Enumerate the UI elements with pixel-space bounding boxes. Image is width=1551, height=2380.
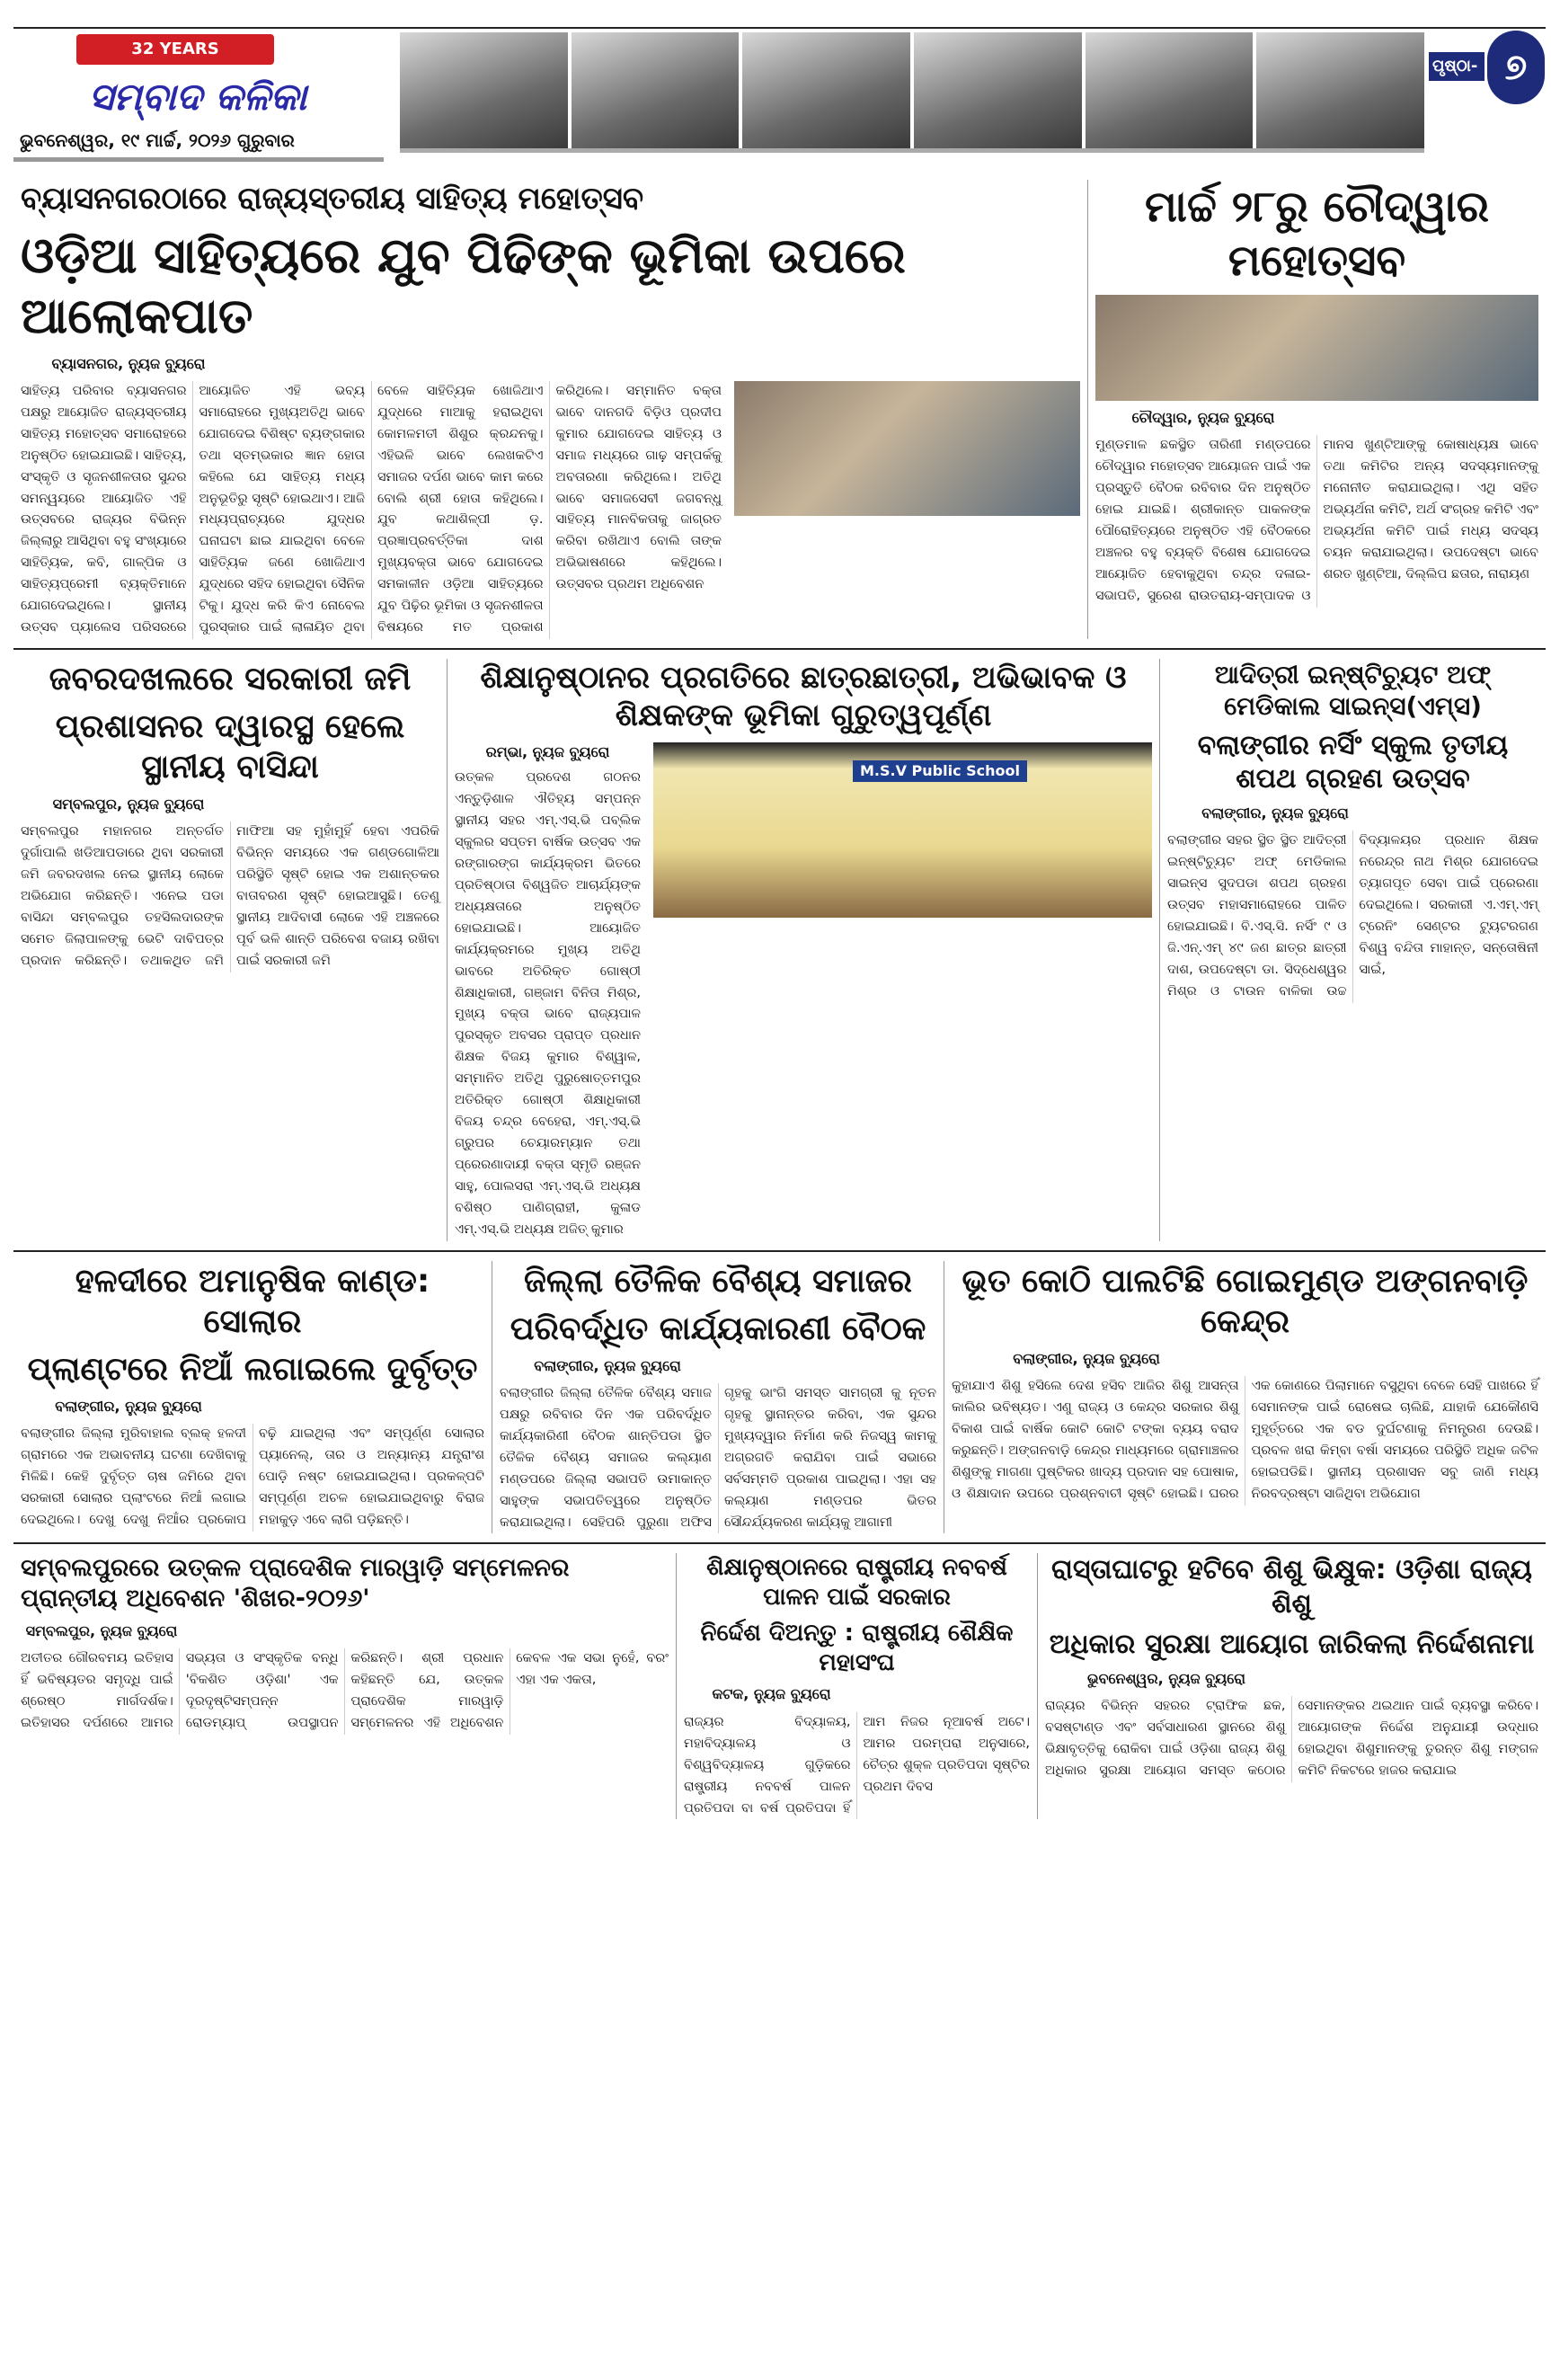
article-1-photo — [734, 381, 1080, 516]
dateline: ଭୁବନେଶ୍ୱର, ୧୯ ମାର୍ଚ୍ଚ, ୨୦୨୬ ଗୁରୁବାର — [20, 129, 295, 151]
article-7-headline-line-2: ପରିବର୍ଦ୍ଧିତ କାର୍ଯ୍ୟକାରଣୀ ବୈଠକ — [510, 1310, 926, 1347]
article-1-kicker: ବ୍ୟାସନଗରଠାରେ ରାଜ୍ୟସ୍ତରୀୟ ସାହିତ୍ୟ ମହୋତ୍ସବ — [21, 181, 644, 217]
row-1 — [13, 171, 1546, 650]
masthead-photo-strip — [400, 32, 1424, 153]
article-7-byline: ବଲାଙ୍ଗୀର, ନ୍ୟୁଜ ବ୍ୟୁରୋ — [534, 1356, 681, 1374]
article-8-byline: ବଲାଙ୍ଗୀର, ନ୍ୟୁଜ ବ୍ୟୁରୋ — [1013, 1349, 1160, 1367]
page-content — [13, 171, 1546, 1828]
anniversary-ribbon: 32 YEARS — [76, 34, 274, 65]
article-11-headline-line-1: ରାସ୍ତାଘାଟରୁ ହଟିବେ ଶିଶୁ ଭିକ୍ଷୁକ: ଓଡ଼ିଶା ରାଜ୍ୟ ଶିଶୁ — [1051, 1554, 1532, 1620]
article-1-byline: ବ୍ୟାସନଗର, ନ୍ୟୁଜ ବ୍ୟୁରୋ — [51, 354, 206, 372]
article-4-byline: ରମ୍ଭା, ନ୍ୟୁଜ ବ୍ୟୁରୋ — [485, 742, 610, 760]
article-10 — [676, 1553, 1037, 1819]
article-6 — [13, 1261, 492, 1534]
article-4 — [447, 659, 1159, 1241]
article-10-body: ରାଜ୍ୟର ବିଦ୍ୟାଳୟ, ମହାବିଦ୍ୟାଳୟ ଓ ବିଶ୍ୱବିଦ୍ୟାଳୟ ଗୁଡ଼ିକରେ ରାଷ୍ଟ୍ରୀୟ ନବବର୍ଷ ପାଳନ ପ୍ରତିପଦା ବା ବର୍ଷ ପ୍ରତିପଦା ହିଁ ଆମ ନିଜର ନୂଆବର୍ଷ ଅଟେ। ଆମର ପରମ୍ପରା ଅନୁସାରେ, ଚୈତ୍ର ଶୁକ୍ଳ ପ୍ରତିପଦା ସୃଷ୍ଟିର ପ୍ରଥମ ଦିବସ — [684, 1714, 1030, 1816]
article-10-headline-line-1: ଶିକ୍ଷାନୁଷ୍ଠାନରେ ରାଷ୍ଟ୍ରୀୟ ନବବର୍ଷ ପାଳନ ପାଇଁ ସରକାର — [706, 1554, 1007, 1611]
article-2-photo — [1095, 295, 1538, 401]
article-5-body: ବଲାଙ୍ଗୀର ସହର ସ୍ଥିତ ସ୍ଥିତ ଆଦିତ୍ରୀ ଇନ୍‌ଷ୍ଟିଚ୍ୟୁଟ ଅଫ୍ ମେଡିକାଲ ସାଇନ୍ସ ସୁଦପଡା ଶପଥ ଗ୍ରହଣ ଉତ୍ସବ ମହାସମାରୋହରେ ପାଳିତ ହୋଇଯାଇଛି। ବି.ଏସ୍.ସି. ନର୍ସିଂ ୯ ଓ ଜି.ଏନ୍.ଏମ୍ ୪୯ ଜଣ ଛାତ୍ର ଛାତ୍ରୀ ଦାଶ, ଉପଦେଷ୍ଟା ଡା. ସିଦ୍ଧେଶ୍ୱର ମିଶ୍ର ଓ ଟାଉନ ବାଳିକା ଉଚ୍ଚ ବିଦ୍ୟାଳୟର ପ୍ରଧାନ ଶିକ୍ଷକ ନରେନ୍ଦ୍ର ନାଥ ମିଶ୍ର ଯୋଗଦେଇ ତ୍ୟାଗପୂତ ସେବା ପାଇଁ ପ୍ରେରଣା ଦେଇଥିଲେ। ସରକାରୀ ଏ.ଏମ୍.ଏମ୍ ଟ୍ରେନିଂ ସେଣ୍ଟର ଟ୍ୟୁଟରଗଣ ବିଶ୍ୱ ବନ୍ଦିତା ମାହାନ୍ତ, ସନ୍ତୋଷିନୀ ସାଇଁ, — [1167, 833, 1538, 999]
article-2-body: ମୁଣ୍ଡମାଳ ଛକସ୍ଥିତ ତାରିଣୀ ମଣ୍ଡପରେ ଚୌଦ୍ୱାର ମହୋତ୍ସବ ଆୟୋଜନ ପାଇଁ ଏକ ପ୍ରସ୍ତୁତି ବୈଠକ ରବିବାର ଦିନ ଅନୁଷ୍ଠିତ ହୋଇ ଯାଇଛି। ଶ୍ରୀକାନ୍ତ ପାକଳଙ୍କ ପୌରୋହିତ୍ୟରେ ଅନୁଷ୍ଠିତ ଏହି ବୈଠକରେ ଅଞ୍ଚଳର ବହୁ ବ୍ୟକ୍ତି ବିଶେଷ ଯୋଗଦେଇ ଆୟୋଜିତ ହେବାକୁଥିବା ଚନ୍ଦ୍ର ଦଳାଇ-ସଭାପତି, ସୁରେଶ ରାଉତରାୟ-ସମ୍ପାଦକ ଓ ମାନସ ଖୁଣ୍ଟିଆଙ୍କୁ କୋଷାଧ୍ୟକ୍ଷ ଭାବେ ତଥା କମିଟିର ଅନ୍ୟ ସଦସ୍ୟମାନଙ୍କୁ ମନୋନୀତ କରାଯାଇଥିଲା। ଏଥି ସହିତ ଅଭ୍ୟର୍ଥନା କମିଟି, ଅର୍ଥ ସଂଗ୍ରହ କମିଟି ଏବଂ ଅଭ୍ୟର୍ଥନା କମିଟି ପାଇଁ ମଧ୍ୟ ସଦସ୍ୟ ଚୟନ କରାଯାଇଥିଲା। ଉପଦେଷ୍ଟା ଭାବେ ଶରତ ଖୁଣ୍ଟିଆ, ଦିଲ୍ଲିପ ଛତାର, ନାରାୟଣ — [1095, 438, 1538, 603]
article-8 — [944, 1261, 1546, 1534]
article-5-byline: ବଲାଙ୍ଗୀର, ନ୍ୟୁଜ ବ୍ୟୁରୋ — [1201, 804, 1349, 821]
article-3-byline: ସମ୍ବଲପୁର, ନ୍ୟୁଜ ବ୍ୟୁରୋ — [52, 795, 205, 813]
article-1-content — [21, 381, 1080, 639]
page-label: ପୃଷ୍ଠା- — [1429, 52, 1485, 81]
article-9 — [13, 1553, 676, 1819]
article-11-body: ରାଜ୍ୟର ବିଭିନ୍ନ ସହରର ଟ୍ରାଫିକ ଛକ, ବସଷ୍ଟାଣ୍ଡ ଏବଂ ସର୍ବସାଧାରଣ ସ୍ଥାନରେ ଶିଶୁ ଭିକ୍ଷାବୃତ୍ତିକୁ ରୋକିବା ପାଇଁ ଓଡ଼ିଶା ରାଜ୍ୟ ଶିଶୁ ଅଧିକାର ସୁରକ୍ଷା ଆୟୋଗ ସମସ୍ତ କଠୋର ସେମାନଙ୍କର ଥଇଥାନ ପାଇଁ ବ୍ୟବସ୍ଥା କରିବେ। ଆୟୋଗଙ୍କ ନିର୍ଦ୍ଦେଶ ଅନୁଯାୟୀ ଉଦ୍ଧାର ହୋଇଥିବା ଶିଶୁମାନଙ୍କୁ ତୁରନ୍ତ ଶିଶୁ ମଙ୍ଗଳ କମିଟି ନିକଟରେ ହାଜର କରାଯାଇ — [1045, 1699, 1538, 1779]
article-3 — [13, 659, 447, 1241]
article-6-byline: ବଲାଙ୍ଗୀର, ନ୍ୟୁଜ ବ୍ୟୁରୋ — [55, 1397, 202, 1415]
newspaper-logo: ସମ୍ବାଦ କଳିକା — [88, 75, 307, 119]
article-7-headline-line-1: ଜିଲ୍ଲା ତୈଳିକ ବୈଶ୍ୟ ସମାଜର — [524, 1262, 912, 1300]
folk-art-photo — [914, 32, 1082, 148]
article-11-headline-line-2: ଅଧିକାର ସୁରକ୍ଷା ଆୟୋଗ ଜାରିକଲା ନିର୍ଦ୍ଦେଶନାମା — [1049, 1629, 1535, 1661]
article-4-text-column — [455, 742, 641, 1241]
article-1-body: ସାହିତ୍ୟ ପରିବାର ବ୍ୟାସନଗର ପକ୍ଷରୁ ଆୟୋଜିତ ରାଜ୍ୟସ୍ତରୀୟ ସାହିତ୍ୟ ମହୋତ୍ସବ ସମାରୋହରେ ଅନୁଷ୍ଠିତ ହୋଇଯାଇଛି। ସାହିତ୍ୟ, ସଂସ୍କୃତି ଓ ସୃଜନଶୀଳତାର ସୁନ୍ଦର ସମନ୍ୱୟରେ ଆୟୋଜିତ ଏହି ଉତ୍ସବରେ ରାଜ୍ୟର ବିଭିନ୍ନ ଜିଲ୍ଲାରୁ ଆସିଥିବା ବହୁ ସଂଖ୍ୟାରେ ସାହିତ୍ୟିକ, କବି, ଗାଳ୍ପିକ ଓ ସାହିତ୍ୟପ୍ରେମୀ ବ୍ୟକ୍ତିମାନେ ଯୋଗଦେଇଥିଲେ। ସ୍ଥାନୀୟ ଉତ୍ସବ ପ୍ୟାଲେସ ପରିସରରେ ଆୟୋଜିତ ଏହି ଭବ୍ୟ ସମାରୋହରେ ମୁଖ୍ୟଅତିଥି ଭାବେ ଯୋଗଦେଇ ବିଶିଷ୍ଟ ବ୍ୟଙ୍ଗକାର ତଥା ସ୍ତମ୍ଭକାର ଜ୍ଞାନ ହୋତା କହିଲେ ଯେ ସାହିତ୍ୟ ମଧ୍ୟ ଅନୁଭୂତିରୁ ସୃଷ୍ଟି ହୋଇଥାଏ। ଆଜି ମଧ୍ୟପ୍ରାଚ୍ୟରେ ଯୁଦ୍ଧର ଘନାଘଟା ଛାଇ ଯାଇଥିବା ବେଳେ ସାହିତ୍ୟିକ ଜଣେ ଖୋଜିଥାଏ ଯୁଦ୍ଧରେ ସହିଦ ହୋଇଥିବା ସୈନିକ ଟିକୁ। ଯୁଦ୍ଧ କରି କିଏ ନୋବେଲ ପୁରସ୍କାର ପାଇଁ ଲାଳାୟିତ ଥିବା ବେଳେ ସାହିତ୍ୟିକ ଖୋଜିଥାଏ ଯୁଦ୍ଧରେ ମାଆକୁ ହରାଇଥିବା କୋମଳମତୀ ଶିଶୁର କ୍ରନ୍ଦନକୁ। ଏହିଭଳି ଭାବେ ଲେଖକଟିଏ ସମାଜର ଦର୍ପଣ ଭାବେ କାମ କରେ ବୋଲି ଶ୍ରୀ ହୋତା କହିଥିଲେ। ଯୁବ କଥାଶିଳ୍ପୀ ଡ଼. ପ୍ରଜ୍ଞାପ୍ରବର୍ତ୍ତିକା ଦାଶ ମୁଖ୍ୟବକ୍ତା ଭାବେ ଯୋଗଦେଇ ସମକାଳୀନ ଓଡ଼ିଆ ସାହିତ୍ୟରେ ଯୁବ ପିଢ଼ିର ଭୂମିକା ଓ ସୃଜନଶୀଳତା ବିଷୟରେ ମତ ପ୍ରକାଶ କରିଥିଲେ। ସମ୍ମାନିତ ବକ୍ତା ଭାବେ ଦାନଗଦି ବିଡ଼ିଓ ପ୍ରଦୀପ କୁମାର ଯୋଗଦେଇ ସାହିତ୍ୟ ଓ ସମାଜ ମଧ୍ୟରେ ଗାଢ଼ ସମ୍ପର୍କକୁ ଅବତାରଣା କରିଥିଲେ। ଅତିଥି ଭାବେ ସମାଜସେବୀ ଜଗବନ୍ଧୁ ସାହିତ୍ୟ ମାନବିକତାକୁ ଜାଗ୍ରତ କରିବା ରଖିଥାଏ ବୋଲି ତାଙ୍କ ଅଭିଭାଷଣରେ କହିଥିଲେ। ଉତ୍ସବର ପ୍ରଥମ ଅଧିବେଶନ — [21, 383, 722, 635]
article-11-byline: ଭୁବନେଶ୍ୱର, ନ୍ୟୁଜ ବ୍ୟୁରୋ — [1086, 1669, 1245, 1687]
article-4-headline: ଶିକ୍ଷାନୁଷ୍ଠାନର ପ୍ରଗତିରେ ଛାତ୍ରଛାତ୍ରୀ, ଅଭିଭାବକ ଓ ଶିକ୍ଷକଙ୍କ ଭୂମିକା ଗୁରୁତ୍ୱପୂର୍ଣ୍ଣ — [480, 659, 1127, 734]
article-4-content — [455, 742, 1152, 1241]
article-7 — [492, 1261, 944, 1534]
article-6-headline-line-1: ହଳଦୀରେ ଅମାନୁଷିକ କାଣ୍ଡ: ସୋଲାର — [75, 1262, 430, 1340]
article-3-headline-line-1: ଜବରଦଖଲରେ ସରକାରୀ ଜମି — [49, 660, 412, 697]
article-6-headline-line-2: ପ୍ଲାଣ୍ଟରେ ନିଆଁ ଲଗାଇଲେ ଦୁର୍ବୃତ୍ତ — [27, 1350, 478, 1388]
article-4-body: ଉତ୍କଳ ପ୍ରଦେଶ ଗଠନର ଏନ୍ତୁଡ଼ିଶାଳ ଐତିହ୍ୟ ସମ୍ପନ୍ନ ସ୍ଥାନୀୟ ସହର ଏମ୍.ଏସ୍.ଭି ପବ୍ଲିକ ସ୍କୁଲର ସପ୍ତମ ବାର୍ଷିକ ଉତ୍ସବ ଏକ ରଙ୍ଗାରଙ୍ଗ କାର୍ଯ୍ୟକ୍ରମ ଭିତରେ ପ୍ରତିଷ୍ଠାତା ବିଶ୍ୱଜିତ ଆଚାର୍ଯ୍ୟଙ୍କ ଅଧ୍ୟକ୍ଷତାରେ ଅନୁଷ୍ଠିତ ହୋଇଯାଇଛି। ଆୟୋଜିତ କାର୍ଯ୍ୟକ୍ରମରେ ମୁଖ୍ୟ ଅତିଥି ଭାବରେ ଅତିରିକ୍ତ ଗୋଷ୍ଠୀ ଶିକ୍ଷାଧିକାରୀ, ଗଞ୍ଜାମ ବିନିତା ମିଶ୍ର, ମୁଖ୍ୟ ବକ୍ତା ଭାବେ ରାଜ୍ୟପାଳ ପୁରସ୍କୃତ ଅବସର ପ୍ରାପ୍ତ ପ୍ରଧାନ ଶିକ୍ଷକ ବିଜୟ କୁମାର ବିଶ୍ୱାଳ, ସମ୍ମାନିତ ଅତିଥି ପୁରୁଷୋତ୍ତମପୁର ଅତିରିକ୍ତ ଗୋଷ୍ଠୀ ଶିକ୍ଷାଧିକାରୀ ବିଜୟ ଚନ୍ଦ୍ର ବେହେରା, ଏମ୍.ଏସ୍.ଭି ଗ୍ରୁପର ଚେୟାରମ୍ୟାନ ତଥା ପ୍ରେରଣାଦାୟୀ ବକ୍ତା ସ୍ମୃତି ରଞ୍ଜନ ସାହୁ, ପୋଲସରା ଏମ୍.ଏସ୍.ଭି ଅଧ୍ୟକ୍ଷ ବଶିଷ୍ଠ ପାଣିଗ୍ରାହୀ, କୁଳାଡ ଏମ୍.ଏସ୍.ଭି ଅଧ୍ୟକ୍ଷ ଅଜିତ୍ କୁମାର — [455, 770, 641, 1237]
article-5-headline-line-2: ବଲାଙ୍ଗୀର ନର୍ସିଂ ସ୍କୁଲ ତୃତୀୟ ଶପଥ ଗ୍ରହଣ ଉତ୍ସବ — [1197, 729, 1509, 795]
article-3-headline-line-2: ପ୍ରଶାସନର ଦ୍ୱାରସ୍ଥ ହେଲେ ସ୍ଥାନୀୟ ବାସିନ୍ଦା — [55, 707, 405, 786]
article-10-byline: କଟକ, ନ୍ୟୁଜ ବ୍ୟୁରୋ — [712, 1685, 831, 1703]
article-8-body: କୁହାଯାଏ ଶିଶୁ ହସିଲେ ଦେଶ ହସିବ ଆଜିର ଶିଶୁ ଆସନ୍ତା କାଲିର ଭବିଷ୍ୟତ। ଏଣୁ ରାଜ୍ୟ ଓ କେନ୍ଦ୍ର ସରକାର ଶିଶୁ ବିକାଶ ପାଇଁ ବାର୍ଷିକ କୋଟି କୋଟି ଟଙ୍କା ବ୍ୟୟ ବରାଦ କରୁଛନ୍ତି। ଅଙ୍ଗନବାଡ଼ି କେନ୍ଦ୍ର ମାଧ୍ୟମରେ ଗ୍ରାମାଞ୍ଚଳର ଶିଶୁଙ୍କୁ ମାଗଣା ପୁଷ୍ଟିକର ଖାଦ୍ୟ ପ୍ରଦାନ ସହ ପୋଷାକ, ଓ ଶିକ୍ଷାଦାନ ଉପରେ ପ୍ରଶ୍ନବାଚୀ ସୃଷ୍ଟି ହୋଇଛି। ଘରର ଏକ କୋଣରେ ପିଲାମାନେ ବସୁଥିବା ବେଳେ ସେହି ପାଖରେ ହିଁ ସେମାନଙ୍କ ପାଇଁ ରୋଷେଇ ଚାଲିଛି, ଯାହାକି ଯେକୌଣସି ମୁହୂର୍ତ୍ତରେ ଏକ ବଡ ଦୁର୍ଘଟଣାକୁ ନିମନ୍ତ୍ରଣ ଦେଉଛି। ପ୍ରବଳ ଖରା କିମ୍ବା ବର୍ଷା ସମୟରେ ପରିସ୍ଥିତି ଅଧିକ ଜଟିଳ ହୋଇପଡିଛି। ସ୍ଥାନୀୟ ପ୍ରଶାସନ ସବୁ ଜାଣି ମଧ୍ୟ ନିରବଦ୍ରଷ୍ଟା ସାଜିଥିବା ଅଭିଯୋଗ — [952, 1379, 1538, 1501]
article-3-body: ସମ୍ବଲପୁର ମହାନଗର ଅନ୍ତର୍ଗତ ଦୁର୍ଗାପାଲି ଖଡିଆପଡାରେ ଥିବା ସରକାରୀ ଜମି ଜବରଦଖଲ ନେଇ ସ୍ଥାନୀୟ ଲୋକେ ଅଭିଯୋଗ କରିଛନ୍ତି। ଏନେଇ ପଡା ବାସିନ୍ଦା ସମ୍ବଲପୁର ତହସିଲଦାରଙ୍କ ସମେତ ଜିଲାପାଳଙ୍କୁ ଭେଟି ଦାବିପତ୍ର ପ୍ରଦାନ କରିଛନ୍ତି। ତଥାକଥିତ ଜମି ମାଫିଆ ସହ ମୁହାଁମୁହିଁ ହେବା ଏପରିକି ବିଭିନ୍ନ ସମୟରେ ଏକ ଗଣ୍ଡଗୋଳିଆ ପରିସ୍ଥିତି ସୃଷ୍ଟି ହୋଇ ଏକ ଅଶାନ୍ତକର ବାତାବରଣ ସୃଷ୍ଟି ହୋଇଆସୁଛି। ତେଣୁ ସ୍ଥାନୀୟ ଆଦିବାସୀ ଲୋକେ ଏହି ଅଞ୍ଚଳରେ ପୂର୍ବ ଭଳି ଶାନ୍ତି ପରିବେଶ ବଜାୟ ରଖିବା ପାଇଁ ସରକାରୀ ଜମି — [21, 824, 439, 968]
lake-temple-photo — [1256, 32, 1424, 148]
article-9-body: ଅତୀତର ଗୌରବମୟ ଇତିହାସ ହିଁ ଭବିଷ୍ୟତର ସମୃଦ୍ଧି ପାଇଁ ଶ୍ରେଷ୍ଠ ମାର୍ଗଦର୍ଶକ। ଇତିହାସର ଦର୍ପଣରେ ଆମର ସଭ୍ୟତା ଓ ସଂସ୍କୃତିକ ବନ୍ଧି 'ବିକଶିତ ଓଡ଼ିଶା' ଏକ ଦୂରଦୃଷ୍ଟିସମ୍ପନ୍ନ ରୋଡମ୍ୟାପ୍ ଉପସ୍ଥାପନ କରିଛନ୍ତି। ଶ୍ରୀ ପ୍ରଧାନ କହିଛନ୍ତି ଯେ, ଉତ୍କଳ ପ୍ରାଦେଶିକ ମାରୱାଡ଼ି ସମ୍ମେଳନର ଏହି ଅଧିବେଶନ କେବଳ ଏକ ସଭା ନୁହେଁ, ବରଂ ଏହା ଏକ ଏକତା, — [21, 1651, 669, 1731]
article-1 — [13, 180, 1087, 639]
article-8-headline: ଭୂତ କୋଠି ପାଲଟିଛି ଗୋଇମୁଣ୍ଡ ଅଙ୍ଗନବାଡ଼ି କେନ୍ଦ୍ର — [962, 1262, 1529, 1340]
temple-photo — [400, 32, 568, 148]
article-2-headline: ମାର୍ଚ୍ଚ ୨୮ରୁ ଚୌଦ୍ୱାର ମହୋତ୍ସବ — [1144, 182, 1490, 286]
article-6-body: ବଲାଙ୍ଗୀର ଜିଲ୍ଲା ମୁରିବାହାଲ ବ୍ଲକ୍ ହଳଦୀ ଗ୍ରାମରେ ଏକ ଅଭାବନୀୟ ଘଟଣା ଦେଖିବାକୁ ମିଳିଛି। କେହି ଦୁର୍ବୃତ୍ତ ଚାଷ ଜମିରେ ଥିବା ସରକାରୀ ସୋଲାର ପ୍ଲାଂଟରେ ନିଆଁ ଲଗାଇ ଦେଇଥିଲେ। ଦେଖୁ ଦେଖୁ ନିଆଁର ପ୍ରକୋପ ବଢ଼ି ଯାଇଥିଲା ଏବଂ ସମ୍ପୂର୍ଣ୍ଣ ସୋଲାର ପ୍ୟାନେଲ୍, ତାର ଓ ଅନ୍ୟାନ୍ୟ ଯନ୍ତ୍ରାଂଶ ପୋଡ଼ି ନଷ୍ଟ ହୋଇଯାଇଥିଲା। ପ୍ରକଳ୍ପଟି ସମ୍ପୂର୍ଣ୍ଣ ଅଚଳ ହୋଇଯାଇଥିବାରୁ ବିରାଜ ମହାକୁଡ଼ ଏବେ ଲାଗି ପଡ଼ିଛନ୍ତି। — [21, 1426, 484, 1527]
article-7-body: ବଲାଙ୍ଗୀର ଜିଲ୍ଲା ତୈଳିକ ବୈଶ୍ୟ ସମାଜ ପକ୍ଷରୁ ରବିବାର ଦିନ ଏକ ପରିବର୍ଦ୍ଧିତ କାର୍ଯ୍ୟକାରିଣୀ ବୈଠକ ଶାନ୍ତିପଡା ସ୍ଥିତ ତୈଳିକ ବୈଶ୍ୟ ସମାଜର କଲ୍ୟାଣ ମଣ୍ଡପରେ ଜିଲ୍ଲା ସଭାପତି ଉମାକାନ୍ତ ସାହୁଙ୍କ ସଭାପତିତ୍ୱରେ ଅନୁଷ୍ଠିତ କରାଯାଇଥିଲା। ସେହିପରି ପୁରୁଣା ଅଫିସ ଗୃହକୁ ଭାଂଗି ସମସ୍ତ ସାମଗ୍ରୀ କୁ ନୂତନ ଗୃହକୁ ସ୍ଥାନାନ୍ତର କରିବା, ଏକ ସୁନ୍ଦର ମୁଖ୍ୟଦ୍ୱାର ନିର୍ମାଣ କରି ନିଜସ୍ୱ କାମକୁ ଅଗ୍ରଗତି କରାଯିବା ପାଇଁ ସଭାରେ ସର୍ବସମ୍ମତି ପ୍ରକାଶ ପାଇଥିଲା। ଏହା ସହ କଲ୍ୟାଣ ମଣ୍ଡପର ଭିତର ସୌନ୍ଦର୍ଯ୍ୟକରଣ କାର୍ଯ୍ୟକୁ ଆଗାମୀ — [500, 1386, 936, 1530]
article-10-headline-line-2: ନିର୍ଦ୍ଦେଶ ଦିଅନ୍ତୁ : ରାଷ୍ଟ୍ରୀୟ ଶୈକ୍ଷିକ ମହାସଂଘ — [700, 1620, 1014, 1676]
article-11 — [1037, 1553, 1546, 1819]
school-banner-text: M.S.V Public School — [853, 760, 1027, 782]
article-2-byline: ଚୌଦ୍ୱାର, ନ୍ୟୁଜ ବ୍ୟୁରୋ — [1131, 409, 1275, 426]
article-1-headline: ଓଡ଼ିଆ ସାହିତ୍ୟରେ ଯୁବ ପିଢିଙ୍କ ଭୂମିକା ଉପରେ ଆଲୋକପାତ — [21, 226, 906, 344]
article-2 — [1087, 180, 1546, 639]
article-9-byline: ସମ୍ବଲପୁର, ନ୍ୟୁଜ ବ୍ୟୁରୋ — [25, 1621, 178, 1639]
weaving-photo — [572, 32, 740, 148]
article-5 — [1159, 659, 1546, 1241]
row-3 — [13, 1252, 1546, 1545]
children-photo — [742, 32, 910, 148]
article-9-headline: ସମ୍ବଲପୁରରେ ଉତ୍କଳ ପ୍ରାଦେଶିକ ମାରୱାଡ଼ି ସମ୍ମେଳନର ପ୍ରାନ୍ତୀୟ ଅଧିବେଶନ 'ଶିଖର-୨୦୨୬' — [21, 1554, 570, 1613]
page-number-badge: ୭ — [1487, 31, 1545, 104]
article-4-photo — [653, 742, 1152, 918]
row-4 — [13, 1544, 1546, 1828]
article-5-headline-line-1: ଆଦିତ୍ରୀ ଇନ୍‌ଷ୍ଟିଚ୍ୟୁଟ ଅଫ୍ ମେଡିକାଲ ସାଇନ୍ସ(ଏମ୍ସ) — [1214, 659, 1492, 721]
row-2 — [13, 650, 1546, 1252]
women-photo — [1086, 32, 1254, 148]
